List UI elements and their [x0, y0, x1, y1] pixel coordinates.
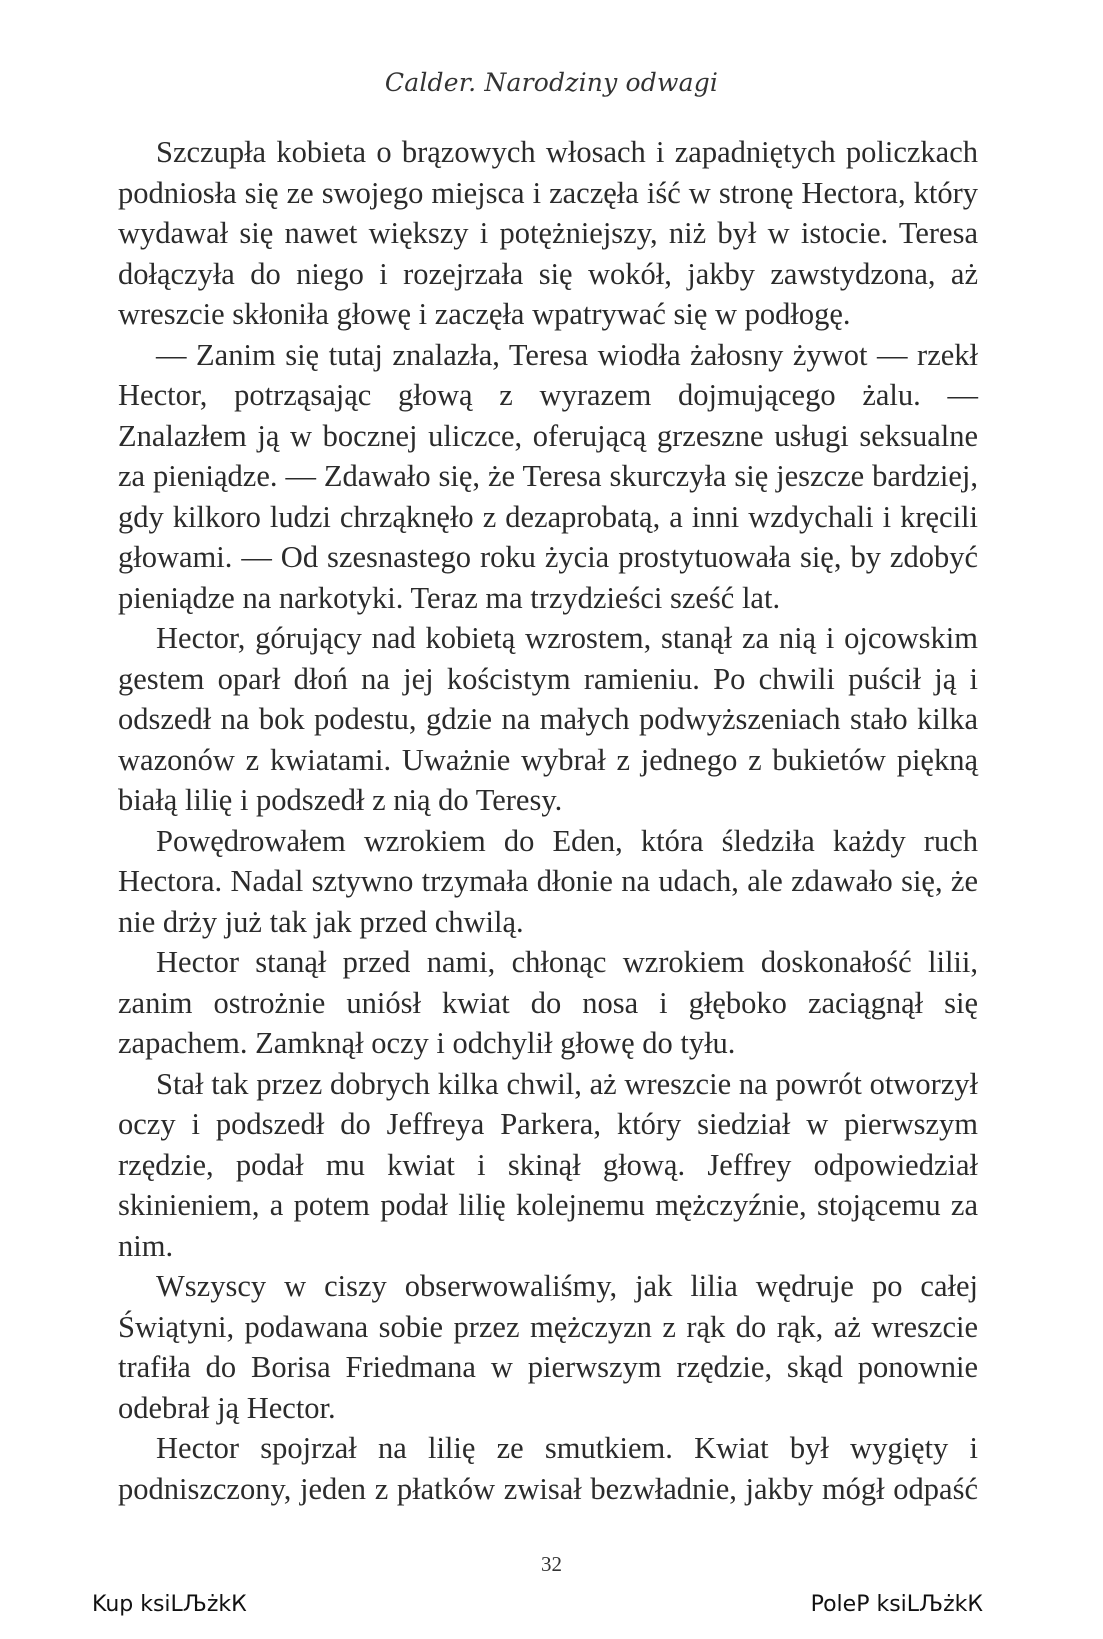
body-text — [118, 132, 978, 1509]
page-number: 32 — [541, 1552, 562, 1576]
paragraph: Powędrowałem wzrokiem do Eden, która śledziła każdy ruch Hectora. Nadal sztywno trzymała dłonie na udach, ale zdawało się, że nie drży już tak jak przed chwilą. — [118, 823, 978, 939]
paragraph: Hector stanął przed nami, chłonąc wzrokiem doskonałość lilii, zanim ostrożnie uniósł kwiat do nosa i głęboko zaciągnął się zapachem. Zamknął oczy i odchylił głowę do tyłu. — [118, 945, 978, 1060]
paragraph: Szczupła kobieta o brązowych włosach i zapadniętych policzkach podniosła się ze swojego miejsca i zaczęła iść w stronę Hectora, który wydawał się nawet większy i potężniejszy, niż był w istocie. Teresa dołączyła do niego i rozejrzała się wokół, jakby zawstydzona, aż wreszcie skłoniła głowę i zaczęła wpatrywać się w podłogę. — [118, 135, 978, 331]
paragraph: Hector spojrzał na lilię ze smutkiem. Kwiat był wygięty i podniszczony, jeden z płatków zwisał bezwładnie, jakby mógł odpaść — [118, 1431, 978, 1506]
recommend-book-link[interactable]: PoleР ksiLЉżkК — [810, 1592, 983, 1617]
paragraph: Wszyscy w ciszy obserwowaliśmy, jak lilia wędruje po całej Świątyni, podawana sobie przez mężczyzn z rąk do rąk, aż wreszcie trafiła do Borisa Friedmana w pierwszym rzędzie, skąd ponownie odebrał ją Hector. — [118, 1269, 978, 1425]
buy-book-link[interactable]: Kup ksiLЉżkК — [92, 1592, 247, 1617]
paragraph: Stał tak przez dobrych kilka chwil, aż wreszcie na powrót otworzył oczy i podszedł do Jeffreya Parkera, który siedział w pierwszym rzędzie, podał mu kwiat i skinął głową. Jeffrey odpowiedział skinieniem, a potem podał lilię kolejnemu mężczyźnie, stojącemu za nim. — [118, 1066, 978, 1263]
paragraph: Hector, górujący nad kobietą wzrostem, stanął za nią i ojcowskim gestem oparł dłoń na jej kościstym ramieniu. Po chwili puścił ją i odszedł na bok podestu, gdzie na małych podwyższeniach stało kilka wazonów z kwiatami. Uważnie wybrał z jednego z bukietów piękną białą lilię i podszedł z nią do Teresy. — [118, 621, 978, 817]
paragraph: — Zanim się tutaj znalazła, Teresa wiodła żałosny żywot — rzekł Hector, potrząsając głową z wyrazem dojmującego żalu. — Znalazłem ją w bocznej uliczce, oferującą grzeszne usługi seksualne za pieniądze. — Zdawało się, że Teresa skurczyła się jeszcze bardziej, gdy kilkoro ludzi chrząknęło z dezaprobatą, a inni wzdychali i kręcili głowami. — Od szesnastego roku życia prostytuowała się, by zdobyć pieniądze na narkotyki. Teraz ma trzydzieści sześć lat. — [118, 337, 978, 615]
running-head: Calder. Narodziny odwagi — [384, 68, 719, 97]
